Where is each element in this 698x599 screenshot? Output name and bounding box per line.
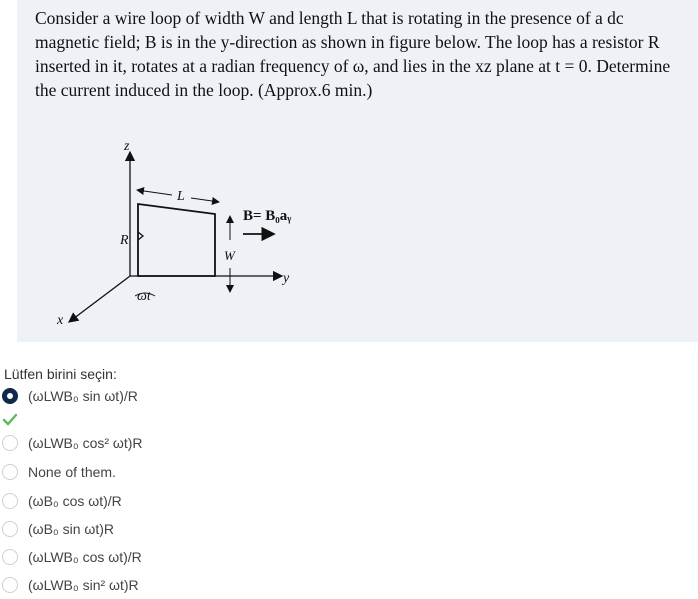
option-1[interactable] [0,384,138,408]
radio-button[interactable] [2,549,18,565]
radio-button[interactable] [2,435,18,451]
wire-loop [138,204,215,276]
b-field-label: B= B₀aᵧ [243,208,292,224]
radio-button[interactable] [2,464,18,480]
option-6-label: (ωLWB₀ cos ωt)/R [28,549,142,565]
question-line-1: Consider a wire loop of width W and length L that is rotating in the presence of a dc [35,8,624,28]
x-axis-label: x [57,313,64,328]
option-3[interactable] [0,460,116,484]
select-prompt: Lütfen birini seçin: [4,366,117,382]
question-line-2: magnetic field; B is in the y-direction as shown in figure below. The loop has a resistor R [35,32,660,52]
option-5[interactable] [0,517,114,541]
option-3-label: None of them. [28,464,116,480]
option-2[interactable] [0,431,143,455]
question-line-3: inserted in it, rotates at a radian frequency of ω, and lies in the xz plane at t = 0. Determine [35,56,671,76]
option-6[interactable] [0,545,142,569]
option-5-label: (ωB₀ sin ωt)R [28,521,115,537]
option-4-label: (ωB₀ cos ωt)/R [28,493,122,509]
x-axis [69,276,130,322]
option-7[interactable] [0,573,139,597]
l-label: L [177,189,185,204]
question-line-4: the current induced in the loop. (Approx.6 min.) [35,80,373,100]
radio-button[interactable] [2,577,18,593]
l-dimension-arrow-right [191,198,219,202]
l-dimension-arrow-left [137,190,172,195]
radio-button[interactable] [2,493,18,509]
radio-button[interactable] [2,521,18,537]
loop-figure [17,110,417,340]
omega-t-label: ωt [137,289,151,304]
resistor-label: R [120,233,129,248]
option-1-label: (ωLWB₀ sin ωt)/R [28,388,138,404]
w-label: W [224,248,235,263]
question-text [35,6,690,102]
z-axis-label: z [124,139,130,154]
y-axis-label: y [283,271,290,286]
option-2-label: (ωLWB₀ cos² ωt)R [28,435,143,451]
option-7-label: (ωLWB₀ sin² ωt)R [28,577,139,593]
option-4[interactable] [0,489,122,513]
radio-selected[interactable] [2,388,18,404]
check-icon [2,413,18,427]
